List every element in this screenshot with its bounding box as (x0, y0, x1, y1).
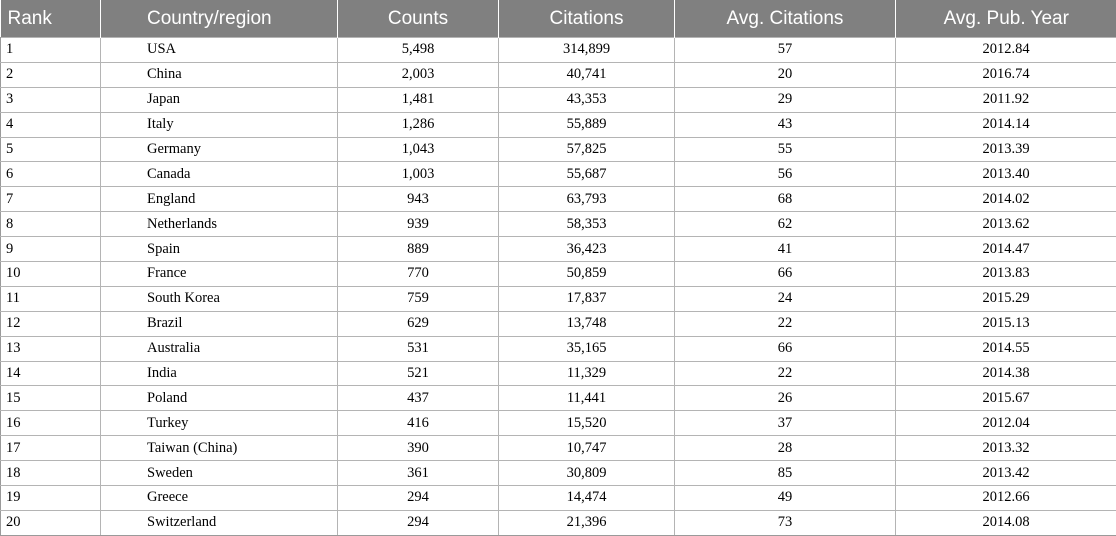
cell-citations: 35,165 (499, 336, 675, 361)
cell-country: England (101, 187, 338, 212)
header-citations: Citations (499, 0, 675, 38)
cell-rank: 6 (1, 162, 101, 187)
cell-counts: 437 (338, 386, 499, 411)
cell-avg-pub-year: 2014.14 (896, 112, 1116, 137)
cell-country: Sweden (101, 461, 338, 486)
table-row (1, 187, 1116, 212)
cell-counts: 361 (338, 461, 499, 486)
cell-avg-pub-year: 2013.83 (896, 262, 1116, 287)
cell-avg-citations: 22 (675, 311, 896, 336)
table-row (1, 436, 1116, 461)
cell-country: Netherlands (101, 212, 338, 237)
cell-country: India (101, 361, 338, 386)
cell-avg-pub-year: 2014.02 (896, 187, 1116, 212)
cell-citations: 14,474 (499, 486, 675, 511)
cell-counts: 943 (338, 187, 499, 212)
cell-rank: 2 (1, 62, 101, 87)
cell-avg-pub-year: 2012.66 (896, 486, 1116, 511)
cell-avg-pub-year: 2015.13 (896, 311, 1116, 336)
cell-avg-citations: 28 (675, 436, 896, 461)
cell-counts: 294 (338, 510, 499, 535)
cell-country: Spain (101, 237, 338, 262)
cell-citations: 50,859 (499, 262, 675, 287)
cell-rank: 5 (1, 137, 101, 162)
table-body (1, 38, 1116, 536)
cell-country: Italy (101, 112, 338, 137)
cell-avg-citations: 22 (675, 361, 896, 386)
cell-avg-pub-year: 2015.29 (896, 286, 1116, 311)
table-row (1, 336, 1116, 361)
table-row (1, 137, 1116, 162)
cell-rank: 18 (1, 461, 101, 486)
table-row (1, 411, 1116, 436)
cell-counts: 416 (338, 411, 499, 436)
cell-avg-citations: 26 (675, 386, 896, 411)
cell-rank: 1 (1, 38, 101, 63)
cell-counts: 1,043 (338, 137, 499, 162)
cell-country: Greece (101, 486, 338, 511)
cell-avg-pub-year: 2013.62 (896, 212, 1116, 237)
cell-counts: 939 (338, 212, 499, 237)
header-counts: Counts (338, 0, 499, 38)
cell-citations: 57,825 (499, 137, 675, 162)
cell-citations: 314,899 (499, 38, 675, 63)
cell-rank: 11 (1, 286, 101, 311)
cell-counts: 770 (338, 262, 499, 287)
cell-counts: 531 (338, 336, 499, 361)
cell-avg-citations: 24 (675, 286, 896, 311)
cell-country: Japan (101, 87, 338, 112)
table-row (1, 212, 1116, 237)
cell-rank: 10 (1, 262, 101, 287)
table-row (1, 62, 1116, 87)
table-row (1, 486, 1116, 511)
table-row (1, 461, 1116, 486)
cell-avg-citations: 73 (675, 510, 896, 535)
header-row (1, 0, 1116, 38)
cell-citations: 55,687 (499, 162, 675, 187)
cell-country: Poland (101, 386, 338, 411)
table-header (1, 0, 1116, 38)
cell-counts: 521 (338, 361, 499, 386)
cell-rank: 13 (1, 336, 101, 361)
cell-counts: 2,003 (338, 62, 499, 87)
cell-rank: 9 (1, 237, 101, 262)
cell-rank: 8 (1, 212, 101, 237)
cell-avg-citations: 29 (675, 87, 896, 112)
cell-avg-citations: 41 (675, 237, 896, 262)
cell-country: France (101, 262, 338, 287)
cell-avg-citations: 68 (675, 187, 896, 212)
cell-rank: 15 (1, 386, 101, 411)
cell-avg-pub-year: 2013.32 (896, 436, 1116, 461)
header-avg-pub-year: Avg. Pub. Year (896, 0, 1116, 38)
cell-citations: 58,353 (499, 212, 675, 237)
table-row (1, 162, 1116, 187)
cell-avg-citations: 37 (675, 411, 896, 436)
cell-rank: 20 (1, 510, 101, 535)
cell-counts: 294 (338, 486, 499, 511)
cell-avg-pub-year: 2013.42 (896, 461, 1116, 486)
cell-rank: 4 (1, 112, 101, 137)
cell-citations: 10,747 (499, 436, 675, 461)
cell-country: Brazil (101, 311, 338, 336)
table-row (1, 361, 1116, 386)
cell-avg-pub-year: 2012.84 (896, 38, 1116, 63)
cell-avg-citations: 55 (675, 137, 896, 162)
table-row (1, 510, 1116, 535)
header-country: Country/region (101, 0, 338, 38)
cell-counts: 759 (338, 286, 499, 311)
cell-counts: 1,481 (338, 87, 499, 112)
table-row (1, 237, 1116, 262)
cell-avg-citations: 57 (675, 38, 896, 63)
cell-avg-pub-year: 2012.04 (896, 411, 1116, 436)
cell-avg-citations: 66 (675, 336, 896, 361)
cell-country: Canada (101, 162, 338, 187)
cell-rank: 14 (1, 361, 101, 386)
cell-rank: 19 (1, 486, 101, 511)
cell-citations: 17,837 (499, 286, 675, 311)
cell-citations: 55,889 (499, 112, 675, 137)
cell-citations: 11,329 (499, 361, 675, 386)
cell-counts: 1,286 (338, 112, 499, 137)
cell-country: China (101, 62, 338, 87)
cell-avg-citations: 56 (675, 162, 896, 187)
cell-avg-pub-year: 2015.67 (896, 386, 1116, 411)
cell-citations: 40,741 (499, 62, 675, 87)
cell-counts: 889 (338, 237, 499, 262)
cell-avg-pub-year: 2014.08 (896, 510, 1116, 535)
table-row (1, 87, 1116, 112)
cell-counts: 629 (338, 311, 499, 336)
cell-rank: 17 (1, 436, 101, 461)
cell-citations: 30,809 (499, 461, 675, 486)
table-row (1, 38, 1116, 63)
cell-avg-pub-year: 2013.39 (896, 137, 1116, 162)
cell-country: Germany (101, 137, 338, 162)
header-avg-citations: Avg. Citations (675, 0, 896, 38)
cell-rank: 7 (1, 187, 101, 212)
cell-avg-citations: 85 (675, 461, 896, 486)
cell-counts: 390 (338, 436, 499, 461)
cell-avg-pub-year: 2014.47 (896, 237, 1116, 262)
cell-avg-citations: 62 (675, 212, 896, 237)
cell-citations: 21,396 (499, 510, 675, 535)
cell-avg-pub-year: 2011.92 (896, 87, 1116, 112)
header-rank: Rank (1, 0, 101, 38)
cell-rank: 16 (1, 411, 101, 436)
cell-avg-citations: 43 (675, 112, 896, 137)
cell-country: Taiwan (China) (101, 436, 338, 461)
table-row (1, 112, 1116, 137)
cell-citations: 36,423 (499, 237, 675, 262)
cell-citations: 63,793 (499, 187, 675, 212)
cell-avg-citations: 20 (675, 62, 896, 87)
cell-country: USA (101, 38, 338, 63)
table-row (1, 262, 1116, 287)
cell-rank: 3 (1, 87, 101, 112)
cell-country: South Korea (101, 286, 338, 311)
cell-avg-pub-year: 2014.38 (896, 361, 1116, 386)
cell-citations: 13,748 (499, 311, 675, 336)
table-row (1, 386, 1116, 411)
cell-country: Turkey (101, 411, 338, 436)
cell-avg-citations: 66 (675, 262, 896, 287)
cell-avg-pub-year: 2016.74 (896, 62, 1116, 87)
cell-citations: 11,441 (499, 386, 675, 411)
cell-avg-citations: 49 (675, 486, 896, 511)
cell-avg-pub-year: 2013.40 (896, 162, 1116, 187)
cell-avg-pub-year: 2014.55 (896, 336, 1116, 361)
cell-country: Switzerland (101, 510, 338, 535)
cell-counts: 1,003 (338, 162, 499, 187)
table-row (1, 286, 1116, 311)
cell-country: Australia (101, 336, 338, 361)
cell-rank: 12 (1, 311, 101, 336)
cell-citations: 15,520 (499, 411, 675, 436)
cell-citations: 43,353 (499, 87, 675, 112)
cell-counts: 5,498 (338, 38, 499, 63)
table-row (1, 311, 1116, 336)
